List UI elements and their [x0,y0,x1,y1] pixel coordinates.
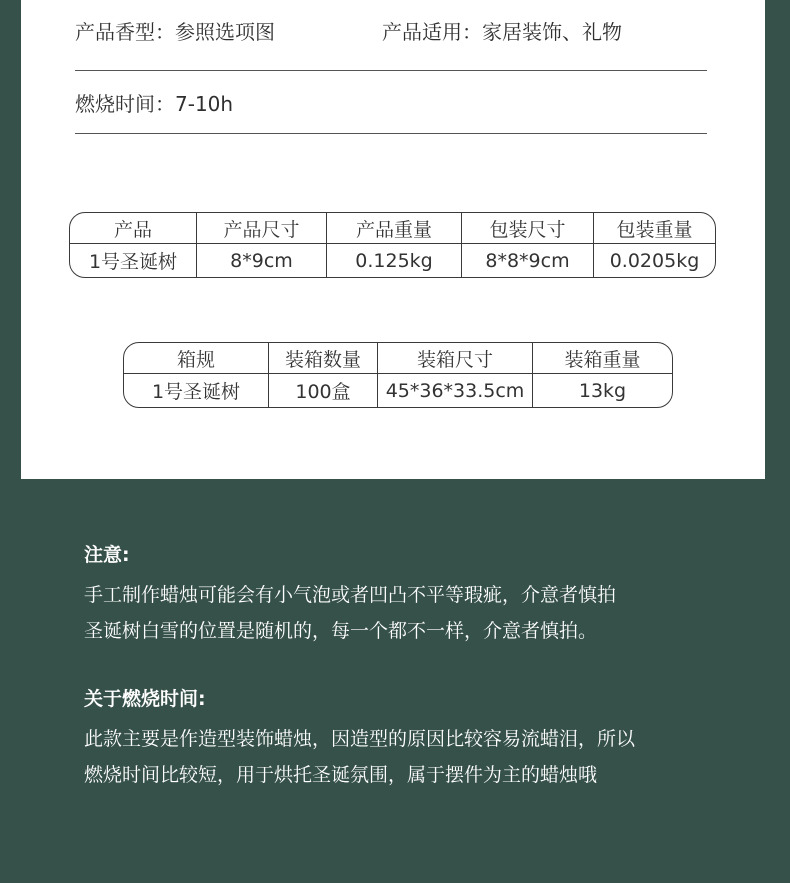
table-cell: 45*36*33.5cm [378,374,533,407]
table-cell: 0.125kg [327,244,462,277]
table-cell: 1号圣诞树 [70,244,197,277]
table-cell: 0.0205kg [609,249,700,272]
table-header-cell: 装箱数量 [269,343,378,374]
usage-row [382,16,622,45]
spec-card [21,0,765,479]
burn-time-label: 燃烧时间： [75,92,175,116]
table-cell: 100盒 [269,374,378,407]
table-header-cell: 产品重量 [327,213,462,244]
table-cell: 8*8*9cm [462,244,594,277]
table-cell: 1号圣诞树 [124,374,269,407]
burn-time-row [75,88,233,117]
usage-value: 家居装饰、礼物 [482,20,622,44]
notice-title: 注意: [84,544,130,566]
usage-label: 产品适用： [382,20,482,44]
table-cell: 8*9cm [197,244,327,277]
burn-notice-line: 此款主要是作造型装饰蜡烛，因造型的原因比较容易流蜡泪，所以 [84,728,636,750]
table-header-cell: 装箱尺寸 [378,343,533,374]
box-spec-table [123,342,673,408]
notice-block [84,540,616,649]
table-header-cell: 箱规 [124,343,269,374]
burn-notice-line: 燃烧时间比较短，用于烘托圣诞氛围，属于摆件为主的蜡烛哦 [84,764,598,786]
burn-notice-title: 关于燃烧时间: [84,688,206,710]
scent-value: 参照选项图 [175,20,275,44]
burn-time-value: 7-10h [175,92,234,116]
divider [75,133,707,134]
notice-line: 圣诞树白雪的位置是随机的，每一个都不一样，介意者慎拍。 [84,620,598,642]
burn-notice-block [84,684,635,793]
scent-row [75,16,275,45]
scent-label: 产品香型： [75,20,175,44]
notice-line: 手工制作蜡烛可能会有小气泡或者凹凸不平等瑕疵，介意者慎拍 [84,584,617,606]
table-header-cell: 产品尺寸 [197,213,327,244]
table-header-cell: 产品 [70,213,197,244]
table-header-cell: 包装重量 [594,213,715,244]
divider [75,70,707,71]
table-header-cell: 包装尺寸 [462,213,594,244]
table-cell: 13kg [578,379,627,402]
table-header-cell: 装箱重量 [533,343,672,374]
product-spec-table [69,212,716,278]
